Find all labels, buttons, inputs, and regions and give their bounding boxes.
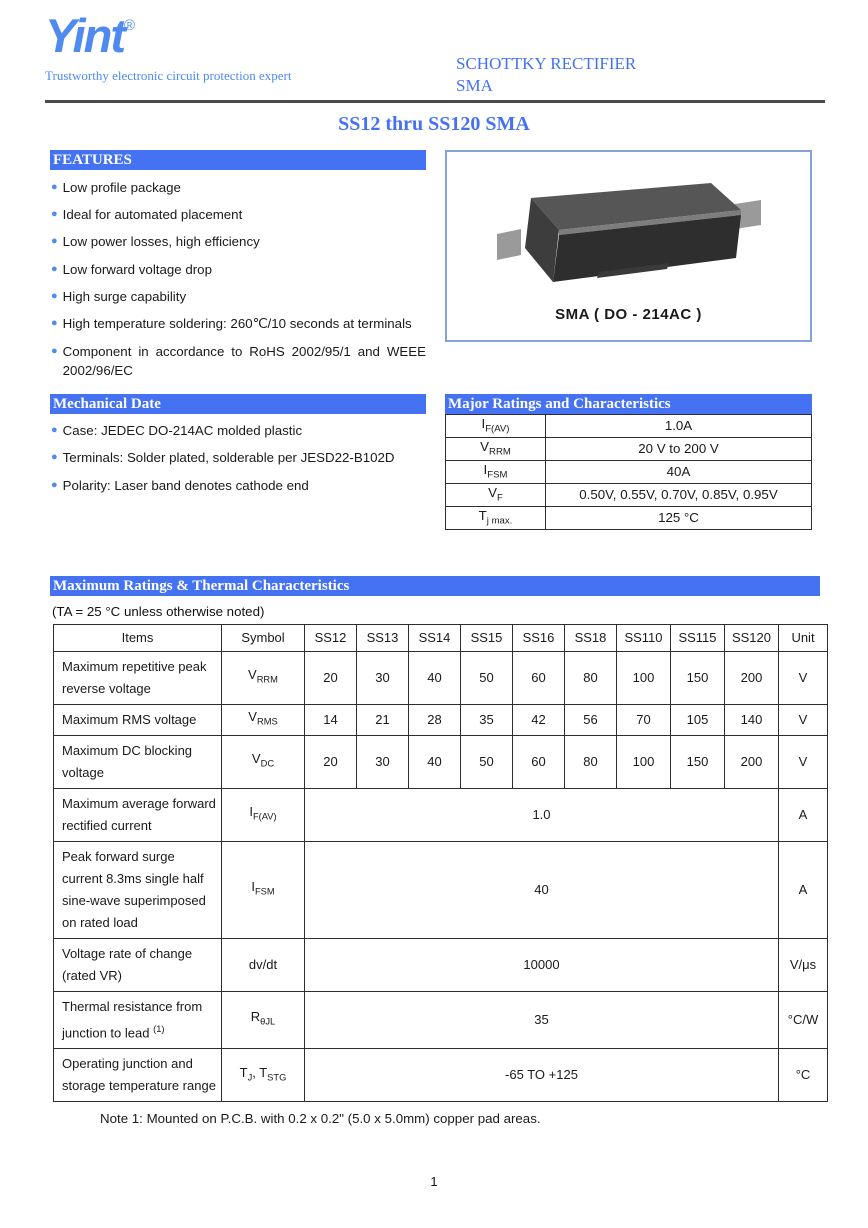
rating-symbol: $I_{F(AV)}$ [446,414,546,437]
doc-type-line2: SMA [456,76,493,96]
rating-symbol: $V_{RRM}$ [446,437,546,460]
value-cell: 40 [409,735,461,788]
header [45,0,825,103]
page-number: 1 [430,1174,438,1189]
features-heading: FEATURES [50,150,426,170]
symbol-cell: $R_{\theta JL}$ [222,991,305,1048]
table-row [54,991,828,1048]
major-ratings-section [445,394,812,530]
table-row [54,735,828,788]
bullet-icon: ● [51,424,58,436]
table-row [54,651,828,704]
item-cell: Operating junction and storage temperature range [54,1048,222,1101]
value-cell: 100 [617,651,671,704]
table-header-row [54,624,828,651]
feature-text: Low power losses, high efficiency [62,234,260,250]
symbol-cell: $V_{DC}$ [222,735,305,788]
table-row [54,841,828,938]
bullet-icon: ● [51,262,58,275]
item-cell: Thermal resistance from junction to lead $^{(1)}$ [54,991,222,1048]
maximum-ratings-heading: Maximum Ratings & Thermal Characteristics [50,576,820,596]
value-cell: 150 [671,651,725,704]
value-cell: 105 [671,704,725,735]
package-caption: SMA ( DO - 214AC ) [555,306,702,323]
value-cell: 30 [357,735,409,788]
row-features-image [50,150,825,381]
major-ratings-row [446,506,812,529]
unit-cell: °C/W [779,991,828,1048]
mechanical-text: Polarity: Laser band denotes cathode end [62,477,309,493]
rating-symbol: $T_{j max.}$ [446,506,546,529]
row-mechanical-ratings [50,394,825,530]
rating-value: 1.0A [546,414,812,437]
unit-cell: V [779,704,828,735]
rating-symbol: $V_F$ [446,483,546,506]
table-row [54,788,828,841]
column-header: SS15 [461,624,513,651]
feature-item [50,315,426,334]
maximum-ratings-section [50,576,820,1126]
column-header: Items [54,624,222,651]
rating-symbol: $I_{FSM}$ [446,460,546,483]
value-cell: 60 [513,651,565,704]
major-ratings-row [446,460,812,483]
value-cell: 100 [617,735,671,788]
feature-item [50,288,426,307]
rating-value: 125 °C [546,506,812,529]
footnote: Note 1: Mounted on P.C.B. with 0.2 x 0.2" (5.0 x 5.0mm) copper pad areas. [100,1110,541,1126]
value-cell-span: 10000 [305,938,779,991]
value-cell: 14 [305,704,357,735]
major-ratings-row [446,483,812,506]
package-image-section [445,150,812,381]
major-ratings-row [446,437,812,460]
value-cell: 70 [617,704,671,735]
features-section [50,150,426,381]
major-ratings-table [445,414,812,530]
value-cell: 200 [725,735,779,788]
bullet-icon: ● [51,344,58,357]
symbol-cell: $V_{RMS}$ [222,704,305,735]
unit-cell: V/μs [779,938,828,991]
feature-item [50,343,426,381]
major-ratings-heading: Major Ratings and Characteristics [445,394,812,414]
feature-text: High temperature soldering: 260℃/10 seconds at terminals [62,316,412,332]
doc-type-line1: SCHOTTKY RECTIFIER [456,54,637,73]
value-cell: 56 [565,704,617,735]
unit-cell: V [779,735,828,788]
value-cell: 28 [409,704,461,735]
mechanical-text: Case: JEDEC DO-214AC molded plastic [62,423,303,438]
maximum-ratings-table [53,624,828,1102]
value-cell: 50 [461,651,513,704]
value-cell: 60 [513,735,565,788]
column-header: SS13 [357,624,409,651]
feature-text: High surge capability [62,289,187,304]
table-row [54,704,828,735]
package-photo-frame [445,150,812,342]
symbol-cell: $I_{FSM}$ [222,841,305,938]
bullet-icon: ● [51,235,58,248]
feature-item [50,179,426,198]
column-header: SS14 [409,624,461,651]
mechanical-item [50,477,426,496]
value-cell: 140 [725,704,779,735]
unit-cell: V [779,651,828,704]
bullet-icon: ● [51,451,58,464]
bullet-icon: ● [51,207,58,220]
value-cell: 40 [409,651,461,704]
value-cell-span: 40 [305,841,779,938]
value-cell: 30 [357,651,409,704]
mechanical-item [50,422,426,441]
value-cell: 80 [565,735,617,788]
value-cell: 150 [671,735,725,788]
brand-logo [45,9,292,84]
column-header: Symbol [222,624,305,651]
value-cell-span: 1.0 [305,788,779,841]
column-header: SS110 [617,624,671,651]
item-cell: Voltage rate of change (rated VR) [54,938,222,991]
feature-text: Component in accordance to RoHS 2002/95/1 and WEEE 2002/96/EC [62,343,426,378]
item-cell: Maximum RMS voltage [54,704,222,735]
item-cell: Maximum DC blocking voltage [54,735,222,788]
rating-value: 20 V to 200 V [546,437,812,460]
major-ratings-row [446,414,812,437]
unit-cell: A [779,788,828,841]
mechanical-heading: Mechanical Date [50,394,426,414]
bullet-icon: ● [51,478,58,491]
feature-text: Low profile package [62,179,181,195]
column-header: Unit [779,624,828,651]
mechanical-list [50,422,426,496]
bullet-icon: ● [51,180,58,193]
logo-text: Yint [45,9,125,62]
symbol-cell: dv/dt [222,938,305,991]
rating-value: 40A [546,460,812,483]
item-cell: Maximum average forward rectified current [54,788,222,841]
value-cell: 20 [305,651,357,704]
column-header: SS12 [305,624,357,651]
feature-item [50,261,426,280]
symbol-cell: $T_J$, $T_{STG}$ [222,1048,305,1101]
value-cell: 20 [305,735,357,788]
value-cell: 35 [461,704,513,735]
column-header: SS120 [725,624,779,651]
bullet-icon: ● [51,290,58,302]
test-condition: (TA = 25 °C unless otherwise noted) [52,603,265,619]
value-cell-span: 35 [305,991,779,1048]
value-cell: 200 [725,651,779,704]
value-cell: 21 [357,704,409,735]
document-type [456,53,636,97]
unit-cell: A [779,841,828,938]
feature-item [50,233,426,252]
mechanical-section [50,394,426,530]
symbol-cell: $I_{F(AV)}$ [222,788,305,841]
rating-value: 0.50V, 0.55V, 0.70V, 0.85V, 0.95V [546,483,812,506]
value-cell: 50 [461,735,513,788]
diode-package-image [479,172,779,294]
feature-text: Ideal for automated placement [62,206,243,222]
item-cell: Peak forward surge current 8.3ms single half sine-wave superimposed on rated load [54,841,222,938]
symbol-cell: $V_{RRM}$ [222,651,305,704]
column-header: SS115 [671,624,725,651]
feature-item [50,206,426,225]
table-row [54,1048,828,1101]
features-list [50,179,426,381]
brand-tagline: Trustworthy electronic circuit protection expert [45,68,292,83]
table-row [54,938,828,991]
page-title: SS12 thru SS120 SMA [338,113,530,135]
value-cell: 42 [513,704,565,735]
mechanical-text: Terminals: Solder plated, solderable per JESD22-B102D [62,450,395,466]
column-header: SS16 [513,624,565,651]
item-cell: Maximum repetitive peak reverse voltage [54,651,222,704]
registered-trademark-icon: ® [124,17,136,34]
unit-cell: °C [779,1048,828,1101]
bullet-icon: ● [51,317,58,330]
value-cell-span: -65 TO +125 [305,1048,779,1101]
value-cell: 80 [565,651,617,704]
feature-text: Low forward voltage drop [62,261,212,277]
column-header: SS18 [565,624,617,651]
mechanical-item [50,449,426,468]
